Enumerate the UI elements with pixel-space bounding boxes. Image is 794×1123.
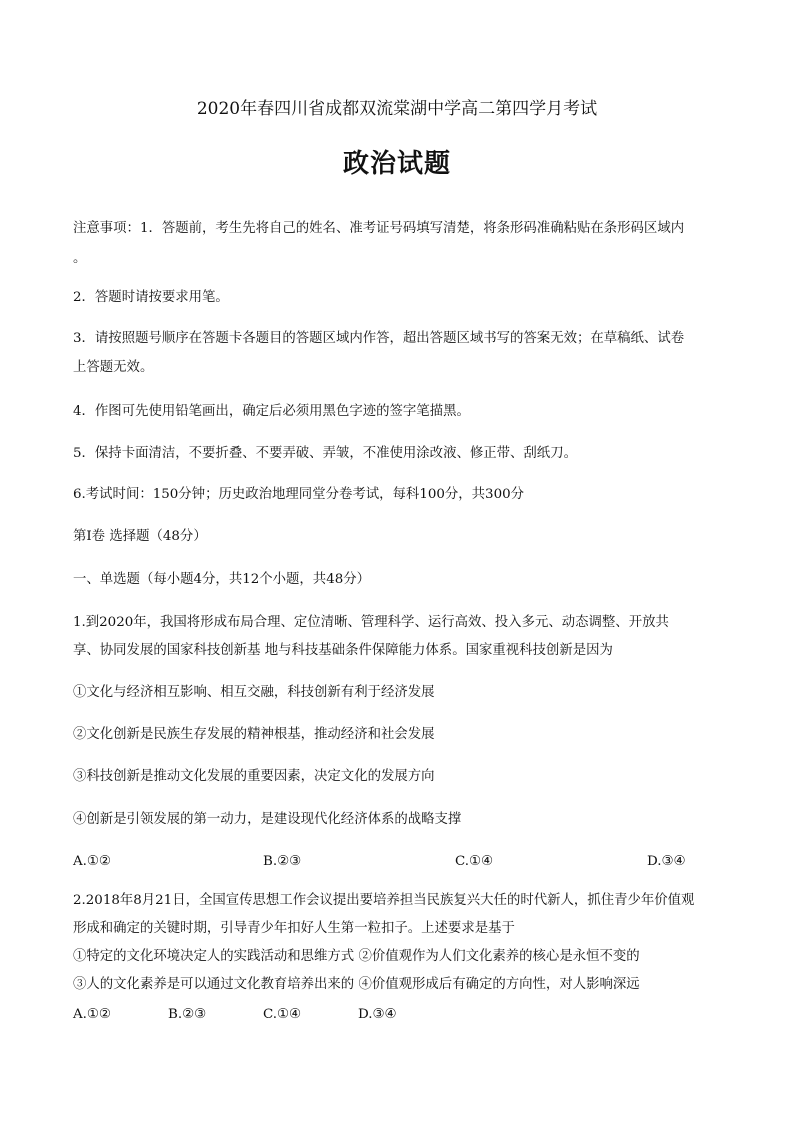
note-line: 2．答题时请按要求用笔。 (73, 290, 229, 305)
section-volume: 第Ⅰ卷 选择题（48分） (73, 529, 207, 544)
answer-option: C.①④ (263, 1007, 302, 1022)
question-item: ①文化与经济相互影响、相互交融，科技创新有利于经济发展 (73, 685, 435, 700)
answer-option: A.①② (73, 1007, 111, 1022)
answer-option: A.①② (73, 854, 111, 869)
exam-title: 2020年春四川省成都双流棠湖中学高二第四学月考试 (196, 99, 598, 119)
answer-option: B.②③ (263, 854, 302, 869)
question-item: ④创新是引领发展的第一动力，是建设现代化经济体系的战略支撑 (73, 812, 462, 827)
question-stem: 1.到2020年，我国将形成布局合理、定位清晰、管理科学、运行高效、投入多元、动态调整、开放共 (73, 615, 669, 630)
answer-option: C.①④ (455, 854, 494, 869)
note-line: 3．请按照题号顺序在答题卡各题目的答题区域内作答，超出答题区域书写的答案无效；在草稿纸、试卷 (73, 331, 685, 346)
section-part: 一、单选题（每小题4分，共12个小题，共48分） (73, 572, 371, 587)
question-item: ③人的文化素养是可以通过文化教育培养出来的 ④价值观形成后有确定的方向性，对人影响深远 (73, 977, 640, 992)
question-stem: 形成和确定的关键时期，引导青少年扣好人生第一粒扣子。上述要求是基于 (73, 921, 515, 936)
answer-option: D.③④ (647, 854, 686, 869)
note-line: 5．保持卡面清洁，不要折叠、不要弄破、弄皱，不准使用涂改液、修正带、刮纸刀。 (73, 446, 577, 461)
answer-option: B.②③ (168, 1007, 207, 1022)
answer-option: D.③④ (358, 1007, 397, 1022)
question-item: ③科技创新是推动文化发展的重要因素，决定文化的发展方向 (73, 769, 435, 784)
question-item: ②文化创新是民族生存发展的精神根基，推动经济和社会发展 (73, 727, 435, 742)
note-line: 。 (73, 251, 87, 266)
note-line: 上答题无效。 (73, 360, 154, 375)
note-line: 6.考试时间：150分钟；历史政治地理同堂分卷考试，每科100分，共300分 (73, 487, 524, 502)
question-item: ①特定的文化环境决定人的实践活动和思维方式 ②价值观作为人们文化素养的核心是永恒不变的 (73, 949, 640, 964)
note-line: 注意事项：1．答题前，考生先将自己的姓名、准考证号码填写清楚，将条形码准确粘贴在条形码区域内 (73, 221, 685, 236)
subject-title: 政治试题 (342, 149, 451, 179)
question-stem: 2.2018年8月21日，全国宣传思想工作会议提出要培养担当民族复兴大任的时代新人，抓住青少年价值观 (73, 893, 695, 908)
question-stem: 享、协同发展的国家科技创新基 地与科技基础条件保障能力体系。国家重视科技创新是因为 (73, 643, 613, 658)
note-line: 4．作图可先使用铅笔画出，确定后必须用黑色字迹的签字笔描黑。 (73, 404, 470, 419)
